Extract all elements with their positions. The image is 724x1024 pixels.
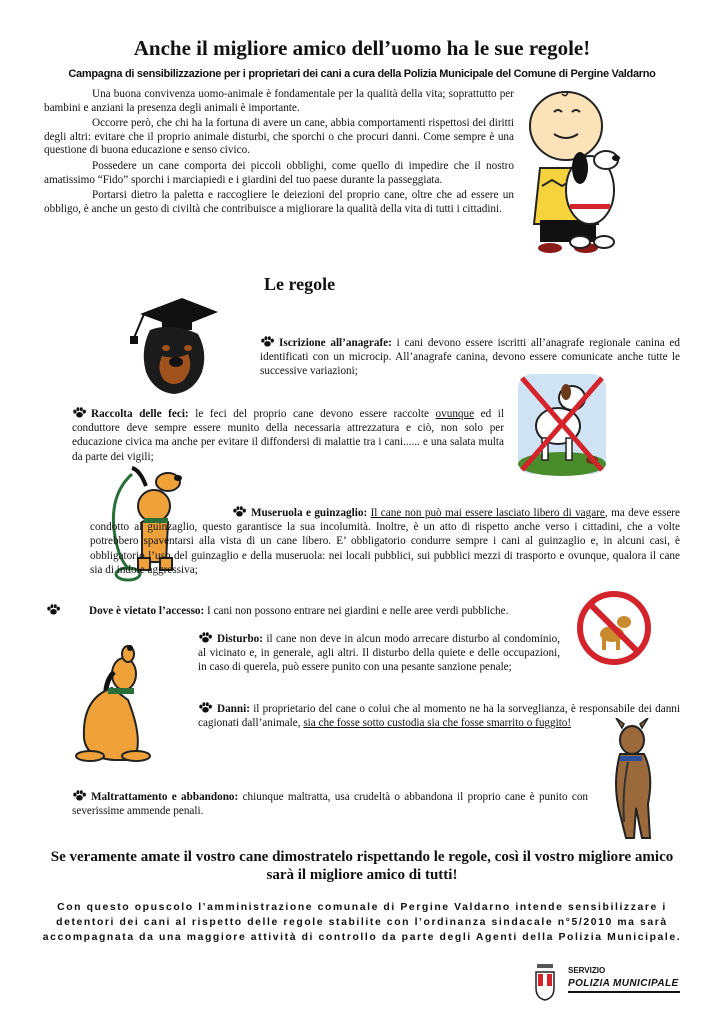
no-poop-illustration bbox=[516, 372, 608, 476]
rule-label: Raccolta delle feci: bbox=[91, 408, 189, 420]
paw-icon bbox=[46, 604, 61, 615]
rule-text: i cani devono essere iscritti all’anagrafe regionale canina ed identificati con un microcip. All’anagrafe canina, devono essere comunicate anche tutte le successive variazioni; bbox=[260, 337, 680, 378]
logo-line-1: SERVIZIO bbox=[568, 966, 606, 975]
paw-icon bbox=[232, 506, 247, 517]
rule-text-underlined: Il cane non può mai essere lasciato libero di vagare bbox=[370, 507, 605, 519]
paw-icon bbox=[72, 407, 87, 418]
rule-label: Dove è vietato l’accesso: bbox=[89, 605, 205, 617]
polizia-municipale-logo bbox=[534, 962, 684, 1006]
footer-note: Con questo opuscolo l’amministrazione comunale di Pergine Valdarno intende sensibilizzare i detentori dei cani al rispetto delle regole stabilite con l’ordinanza sindacale n°5/2010 ma sarà accompagnata da una maggiore attività di controllo da parte degli Agenti della Polizia Municipale. bbox=[42, 902, 682, 943]
intro-paragraph: Portarsi dietro la paletta e raccogliere le deiezioni del proprio cane, oltre che ad essere un obbligo, è anche un gesto di civiltà che contribuisce a migliorare la qualità della vita di tutti i cittadini. bbox=[44, 189, 514, 215]
rule-vietato bbox=[46, 604, 566, 618]
paw-icon bbox=[72, 790, 87, 801]
rule-text-underlined: sia che fosse sotto custodia sia che fosse smarrito o fuggito! bbox=[303, 717, 572, 730]
rule-maltrattamento bbox=[72, 790, 588, 818]
rule-text: , ma deve essere condotto al guinzaglio, questo garantisce la sua incolumità. Inoltre, è un atto di rispetto anche verso i cittadini, che a volte potrebbero spaventarsi alla vista di un cane libero. E’ obbligatorio condurre sempre i cani al guinzaglio e, in alcuni casi, è obbligatorio l’uso del guinzaglio e della museruola: nei locali pubblici, sui pubblici mezzi di trasporto e ovunque, qualora il cane sia di indole aggressiva; bbox=[90, 507, 680, 576]
no-dogs-sign-icon bbox=[576, 590, 652, 666]
graduate-dog-illustration bbox=[122, 296, 220, 396]
closing-message: Se veramente amate il vostro cane dimostratelo rispettando le regole, così il vostro migliore amico sarà il migliore amico di tutti! bbox=[50, 849, 674, 883]
rule-text: I cani non possono entrare nei giardini e nelle aree verdi pubbliche. bbox=[207, 605, 509, 617]
rule-label: Museruola e guinzaglio: bbox=[251, 507, 368, 519]
rule-text: il proprietario del cane o colui che al momento ne ha la sorveglianza, è responsabile dei danni cagionati dall’animale, bbox=[198, 703, 681, 730]
rule-museruola bbox=[90, 506, 680, 577]
rule-text: il cane non deve in alcun modo arrecare disturbo al condominio, al vicinato e, in generale, agli altri. Il disturbo della quiete e delle occupazioni, in caso di querela, può essere punito con una pesante sanzione penale; bbox=[198, 633, 561, 674]
paw-icon bbox=[198, 632, 213, 643]
rule-text: chiunque maltratta, usa crudeltà o abbandona il proprio cane è punito con severissime ammende penali. bbox=[72, 791, 589, 818]
rules-title: Le regole bbox=[264, 274, 336, 294]
rule-label: Iscrizione all’anagrafe: bbox=[279, 337, 392, 349]
page-subtitle: Campagna di sensibilizzazione per i proprietari dei cani a cura della Polizia Municipale del Comune di Pergine Valdarno bbox=[68, 68, 656, 80]
rule-text-underlined: ovunque bbox=[435, 408, 475, 420]
charlie-snoopy-illustration bbox=[524, 88, 620, 254]
intro-paragraph: Occorre però, che chi ha la fortuna di avere un cane, abbia comportamenti rispettosi dei diritti degli altri: evitare che il proprio animale disturbi, che sporchi o che procuri danni. Come sempre è una questione di buona educazione e senso civico. bbox=[44, 117, 514, 157]
howling-dog-illustration bbox=[66, 644, 166, 764]
page-title: Anche il migliore amico dell’uomo ha le sue regole! bbox=[133, 36, 591, 60]
intro-text bbox=[44, 88, 514, 218]
rule-disturbo bbox=[198, 632, 560, 675]
paw-icon bbox=[198, 702, 213, 713]
rule-label: Disturbo: bbox=[217, 633, 263, 645]
intro-paragraph: Possedere un cane comporta dei piccoli obblighi, come quello di impedire che il nostro amatissimo “Fido” sporchi i marciapiedi e i giardini del tuo paese durante la passeggiata. bbox=[44, 159, 514, 186]
rule-label: Maltrattamento e abbandono: bbox=[91, 791, 239, 803]
intro-paragraph: Una buona convivenza uomo-animale è fondamentale per la qualità della vita; soprattutto per bambini e anziani la presenza degli animali è importante. bbox=[44, 88, 514, 114]
rule-label: Danni: bbox=[217, 703, 250, 715]
logo-line-2: POLIZIA MUNICIPALE bbox=[568, 978, 679, 989]
rule-iscrizione bbox=[260, 336, 680, 379]
paw-icon bbox=[260, 336, 275, 347]
coat-of-arms-icon bbox=[534, 962, 556, 1002]
rule-raccolta bbox=[72, 407, 504, 464]
scared-dog-illustration bbox=[598, 718, 668, 842]
rule-text: ed il conduttore deve sempre essere munito della necessaria attrezzatura e ciò, non solo per educazione civica ma anche per evitare il diffondersi di malattie tra i cani...... e una salata multa da parte dei vigili; bbox=[72, 408, 505, 463]
logo-underline bbox=[568, 991, 680, 993]
rule-text: le feci del proprio cane devono essere raccolte bbox=[195, 408, 429, 420]
